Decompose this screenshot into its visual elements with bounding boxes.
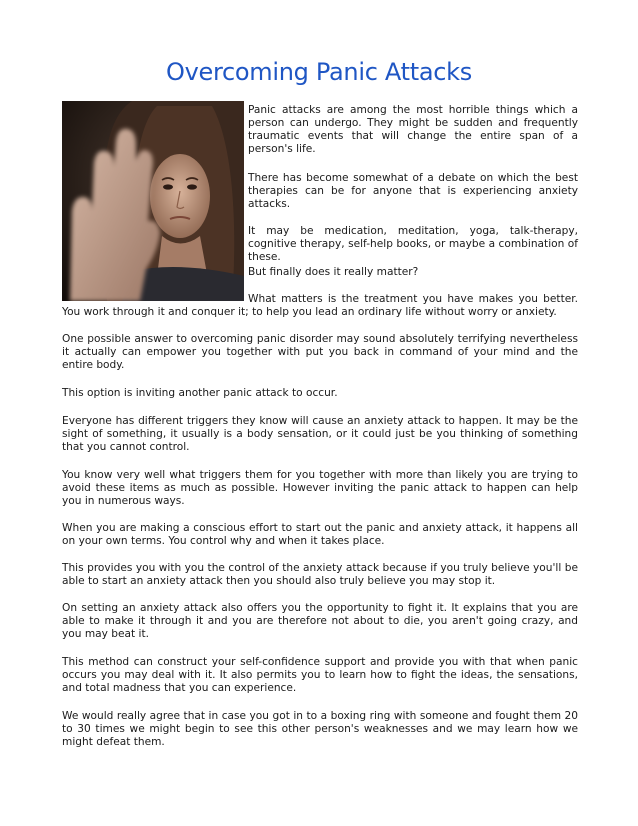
woman-raising-hand-photo [62,101,244,301]
document-title: Overcoming Panic Attacks [166,58,472,86]
body-paragraph-1: One possible answer to overcoming panic disorder may sound absolutely terrifying nevertheless it actually can empower you together with put you back in command of your mind and the entire body. [62,333,578,371]
intro-paragraph-4: But finally does it really matter? [248,266,419,278]
body-paragraph-9: We would really agree that in case you got in to a boxing ring with someone and fought them 20 to 30 times we might begin to see this other person's weaknesses and we may learn how we might defeat them. [62,710,578,748]
wrap-paragraph: What matters is the treatment you have makes you better. You work through it and conquer it; to help you lead an ordinary life without worry or anxiety. [62,293,578,318]
intro-paragraph-1: Panic attacks are among the most horrible things which a person can undergo. They might be sudden and frequently traumatic events that will change the entire span of a person's life. [248,104,578,155]
body-paragraph-4: You know very well what triggers them for you together with more than likely you are trying to avoid these items as much as possible. However inviting the panic attack to happen can help you in numerous ways. [62,469,578,507]
body-paragraph-5: When you are making a conscious effort to start out the panic and anxiety attack, it happens all on your own terms. You control why and when it takes place. [62,522,578,547]
body-paragraph-6: This provides you with you the control of the anxiety attack because if you truly believe you'll be able to start an anxiety attack then you should also truly believe you may stop it. [62,562,578,587]
intro-paragraph-2: There has become somewhat of a debate on which the best therapies can be for anyone that is experiencing anxiety attacks. [248,172,578,210]
body-paragraph-3: Everyone has different triggers they know will cause an anxiety attack to happen. It may be the sight of something, it usually is a body sensation, or it could just be you thinking of something that you cannot control. [62,415,578,453]
body-paragraph-2: This option is inviting another panic attack to occur. [62,387,338,399]
intro-paragraph-3: It may be medication, meditation, yoga, talk-therapy, cognitive therapy, self-help books, or maybe a combination of these. [248,225,578,263]
body-paragraph-7: On setting an anxiety attack also offers you the opportunity to fight it. It explains that you are able to make it through it and you are therefore not about to die, you aren't going crazy, and you may beat it. [62,602,578,640]
body-paragraph-8: This method can construct your self-confidence support and provide you with that when panic occurs you may deal with it. It also permits you to learn how to fight the ideas, the sensations, and total madness that you can experience. [62,656,578,694]
